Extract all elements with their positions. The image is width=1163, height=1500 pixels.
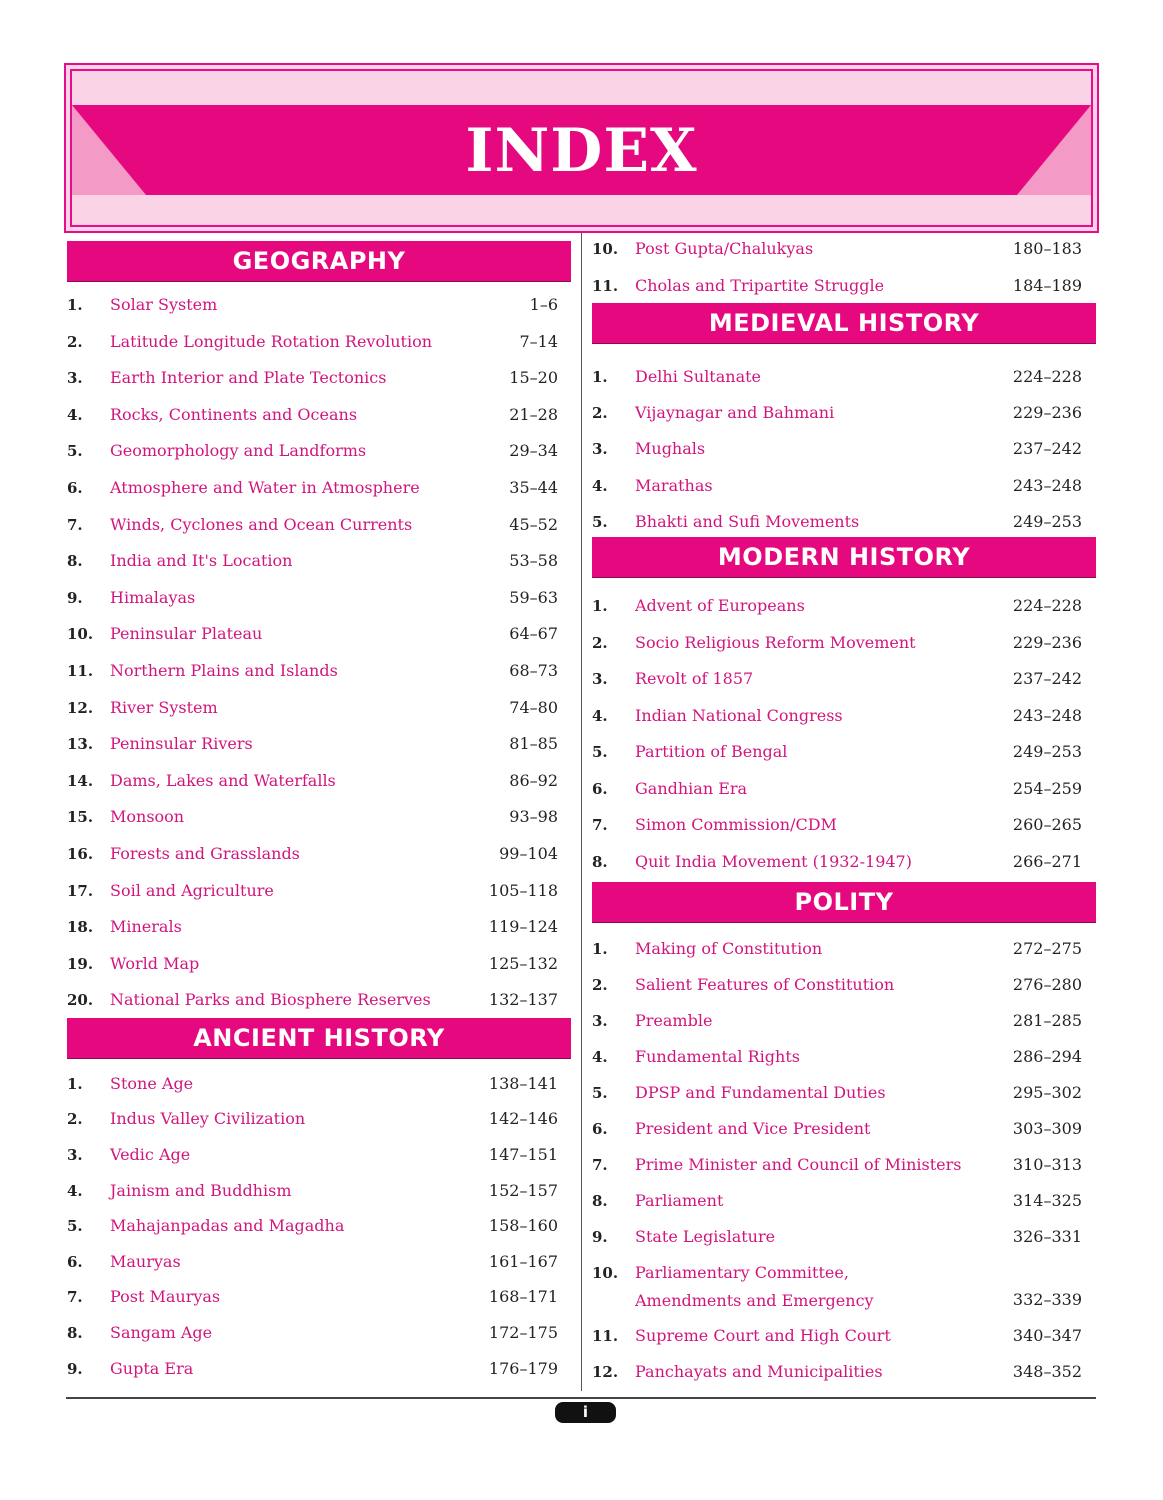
list-item[interactable] <box>592 366 1096 402</box>
item-title: World Map <box>110 953 200 973</box>
list-item[interactable] <box>67 1073 571 1109</box>
list-item[interactable] <box>592 1082 1096 1118</box>
section-heading-polity: POLITY <box>592 882 1096 923</box>
item-title: Winds, Cyclones and Ocean Currents <box>110 514 413 534</box>
list-item[interactable] <box>67 367 571 404</box>
item-number: 8. <box>67 1324 83 1343</box>
item-number: 11. <box>67 661 94 680</box>
item-number: 11. <box>592 276 619 295</box>
item-title: Supreme Court and High Court <box>635 1325 891 1345</box>
list-item[interactable] <box>67 1215 571 1251</box>
item-number: 4. <box>592 476 608 495</box>
item-title: Salient Features of Constitution <box>635 974 895 994</box>
item-pages: 249–253 <box>1012 742 1082 762</box>
section-heading-medieval-history: MEDIEVAL HISTORY <box>592 303 1096 344</box>
item-title: Peninsular Rivers <box>110 734 253 754</box>
item-title: Geomorphology and Landforms <box>110 441 367 461</box>
item-title: Rocks, Continents and Oceans <box>110 404 358 424</box>
list-item[interactable] <box>592 974 1096 1010</box>
list-item[interactable] <box>67 1108 571 1144</box>
item-number: 2. <box>592 633 608 652</box>
item-number: 6. <box>67 478 83 497</box>
item-title: Post Gupta/Chalukyas <box>635 239 814 258</box>
item-title: Mughals <box>635 439 706 459</box>
item-number: 4. <box>67 1181 83 1200</box>
item-number: 17. <box>67 881 94 900</box>
item-pages: 249–253 <box>1012 512 1082 532</box>
item-number: 6. <box>67 1252 83 1271</box>
item-title: Making of Constitution <box>635 938 823 958</box>
list-item[interactable] <box>592 595 1096 632</box>
list-item[interactable] <box>592 511 1096 537</box>
item-title: Mauryas <box>110 1251 181 1271</box>
item-pages: 180–183 <box>1012 239 1082 258</box>
item-number: 19. <box>67 954 94 973</box>
item-title: Delhi Sultanate <box>635 366 762 386</box>
page-number-badge: i <box>555 1402 616 1423</box>
list-item[interactable] <box>67 843 571 880</box>
list-item[interactable] <box>592 1361 1096 1397</box>
item-pages: 310–313 <box>1012 1154 1082 1174</box>
list-item[interactable] <box>67 770 571 807</box>
list-item[interactable] <box>592 778 1096 815</box>
item-pages: 64–67 <box>509 624 558 644</box>
list-item[interactable] <box>592 938 1096 974</box>
item-pages: 168–171 <box>488 1287 558 1307</box>
list-item[interactable] <box>67 1251 571 1287</box>
item-title: Dams, Lakes and Waterfalls <box>110 770 336 790</box>
item-pages: 59–63 <box>509 587 558 607</box>
item-pages: 29–34 <box>509 441 558 461</box>
list-item[interactable] <box>67 1358 571 1394</box>
item-title: Panchayats and Municipalities <box>635 1361 883 1381</box>
item-pages: 132–137 <box>488 990 558 1010</box>
item-pages: 74–80 <box>509 697 558 717</box>
list-item[interactable] <box>67 477 571 514</box>
item-title: Socio Religious Reform Movement <box>635 632 916 652</box>
item-pages: 243–248 <box>1012 475 1082 495</box>
item-pages: 158–160 <box>488 1216 558 1236</box>
list-item[interactable] <box>67 440 571 477</box>
item-pages: 68–73 <box>509 660 558 680</box>
item-pages: 184–189 <box>1012 275 1082 295</box>
item-title: Minerals <box>110 917 182 937</box>
item-number: 3. <box>67 1146 83 1165</box>
item-pages: 266–271 <box>1012 851 1082 871</box>
item-pages: 142–146 <box>488 1109 558 1129</box>
item-number: 15. <box>67 808 94 827</box>
item-title: Simon Commission/CDM <box>635 815 837 835</box>
item-pages: 237–242 <box>1012 439 1082 459</box>
item-title: Solar System <box>110 295 218 314</box>
item-number: 3. <box>592 440 608 459</box>
item-title: Gupta Era <box>110 1358 194 1378</box>
item-pages: 229–236 <box>1012 402 1082 422</box>
item-title: Himalayas <box>110 587 196 607</box>
item-title: Quit India Movement (1932-1947) <box>635 851 912 871</box>
list-item[interactable] <box>592 668 1096 705</box>
ancient-history-list-right <box>592 232 1096 303</box>
left-column <box>67 241 571 1393</box>
item-number: 14. <box>67 771 94 790</box>
item-number: 5. <box>592 743 608 762</box>
item-title: Vijaynagar and Bahmani <box>635 402 835 422</box>
item-title: Partition of Bengal <box>635 742 788 762</box>
list-item[interactable] <box>592 238 1096 275</box>
item-number: 7. <box>67 515 83 534</box>
item-title: India and It's Location <box>110 551 293 571</box>
banner-inner-frame <box>70 69 1093 227</box>
list-item[interactable] <box>67 916 571 953</box>
list-item[interactable] <box>67 953 571 990</box>
item-pages: 326–331 <box>1012 1226 1082 1246</box>
item-pages: 286–294 <box>1012 1046 1082 1066</box>
list-item[interactable] <box>67 514 571 551</box>
item-pages: 332–339 <box>1012 1289 1082 1309</box>
item-number: 10. <box>67 625 94 644</box>
item-pages: 93–98 <box>509 807 558 827</box>
list-item[interactable] <box>67 880 571 917</box>
list-item[interactable] <box>592 705 1096 742</box>
item-number: 2. <box>592 975 608 994</box>
item-pages: 254–259 <box>1012 778 1082 798</box>
item-number: 13. <box>67 735 94 754</box>
item-title: Advent of Europeans <box>635 596 805 616</box>
item-title: President and Vice President <box>635 1118 871 1138</box>
list-item[interactable] <box>592 1262 1096 1325</box>
item-title: Marathas <box>635 475 713 495</box>
item-pages: 152–157 <box>488 1180 558 1200</box>
item-pages: 35–44 <box>509 477 558 497</box>
list-item[interactable] <box>67 294 571 331</box>
item-number: 4. <box>67 405 83 424</box>
item-pages: 53–58 <box>509 551 558 571</box>
item-pages: 172–175 <box>488 1323 558 1343</box>
item-title: Earth Interior and Plate Tectonics <box>110 368 387 388</box>
item-pages: 81–85 <box>509 734 558 754</box>
item-title: Prime Minister and Council of Ministers <box>635 1154 962 1174</box>
section-heading-ancient-history: ANCIENT HISTORY <box>67 1018 571 1059</box>
bottom-rule <box>66 1397 1096 1399</box>
list-item[interactable] <box>592 275 1096 303</box>
item-title: Preamble <box>635 1010 713 1030</box>
list-item[interactable] <box>592 1010 1096 1046</box>
item-number: 9. <box>592 1227 608 1246</box>
list-item[interactable] <box>67 550 571 587</box>
item-number: 16. <box>67 844 94 863</box>
item-pages: 99–104 <box>499 843 558 863</box>
item-number: 8. <box>592 1191 608 1210</box>
item-pages: 260–265 <box>1012 815 1082 835</box>
item-number: 1. <box>592 367 608 386</box>
item-number: 7. <box>67 1288 83 1307</box>
item-pages: 161–167 <box>488 1251 558 1271</box>
item-title: Revolt of 1857 <box>635 669 754 689</box>
item-title: DPSP and Fundamental Duties <box>635 1082 886 1102</box>
list-item[interactable] <box>592 438 1096 474</box>
item-pages: 7–14 <box>519 331 558 351</box>
item-title: Atmosphere and Water in Atmosphere <box>110 477 420 497</box>
item-title: Peninsular Plateau <box>110 624 263 644</box>
item-pages: 45–52 <box>509 514 558 534</box>
item-number: 12. <box>592 1362 619 1381</box>
item-pages: 224–228 <box>1012 366 1082 386</box>
item-title: Cholas and Tripartite Struggle <box>635 275 885 295</box>
item-pages: 224–228 <box>1012 596 1082 616</box>
index-banner <box>64 63 1099 233</box>
item-pages: 119–124 <box>488 917 558 937</box>
list-item[interactable] <box>67 733 571 770</box>
item-number: 8. <box>67 552 83 571</box>
item-number: 1. <box>67 1074 83 1093</box>
list-item[interactable] <box>592 1190 1096 1226</box>
item-number: 9. <box>67 1359 83 1378</box>
list-item[interactable] <box>592 1118 1096 1154</box>
list-item[interactable] <box>592 741 1096 778</box>
right-column <box>592 232 1096 1397</box>
item-number: 5. <box>592 513 608 532</box>
item-number: 6. <box>592 1119 608 1138</box>
item-number: 6. <box>592 779 608 798</box>
item-number: 20. <box>67 991 94 1010</box>
polity-list <box>592 923 1096 1397</box>
item-title: Parliamentary Committee, Amendments and Emergency <box>635 1262 874 1310</box>
item-pages: 229–236 <box>1012 632 1082 652</box>
item-pages: 303–309 <box>1012 1118 1082 1138</box>
item-pages: 15–20 <box>509 368 558 388</box>
item-number: 5. <box>592 1083 608 1102</box>
item-pages: 340–347 <box>1012 1325 1082 1345</box>
list-item[interactable] <box>592 814 1096 851</box>
item-pages: 138–141 <box>488 1073 558 1093</box>
item-title: Latitude Longitude Rotation Revolution <box>110 331 433 351</box>
item-title: Fundamental Rights <box>635 1046 800 1066</box>
item-number: 7. <box>592 816 608 835</box>
item-title: Vedic Age <box>110 1145 191 1165</box>
item-number: 4. <box>592 706 608 725</box>
list-item[interactable] <box>592 1046 1096 1082</box>
item-number: 1. <box>592 597 608 616</box>
list-item[interactable] <box>592 475 1096 511</box>
item-number: 7. <box>592 1155 608 1174</box>
medieval-history-list <box>592 344 1096 538</box>
item-title: Monsoon <box>110 807 185 827</box>
item-title: National Parks and Biosphere Reserves <box>110 990 431 1010</box>
item-number: 2. <box>592 403 608 422</box>
item-pages: 147–151 <box>488 1145 558 1165</box>
item-title: Indian National Congress <box>635 705 843 725</box>
list-item[interactable] <box>67 660 571 697</box>
item-number: 5. <box>67 1217 83 1236</box>
item-pages: 243–248 <box>1012 705 1082 725</box>
list-item[interactable] <box>67 697 571 734</box>
item-number: 18. <box>67 918 94 937</box>
item-title: Northern Plains and Islands <box>110 660 338 680</box>
item-pages: 276–280 <box>1012 974 1082 994</box>
list-item[interactable] <box>67 806 571 843</box>
item-title: Gandhian Era <box>635 778 748 798</box>
item-pages: 237–242 <box>1012 669 1082 689</box>
item-pages: 314–325 <box>1012 1190 1082 1210</box>
list-item[interactable] <box>592 632 1096 669</box>
item-title: Stone Age <box>110 1073 194 1093</box>
item-number: 2. <box>67 1110 83 1129</box>
item-number: 12. <box>67 698 94 717</box>
item-number: 4. <box>592 1047 608 1066</box>
item-number: 1. <box>592 939 608 958</box>
item-number: 2. <box>67 332 83 351</box>
item-title: Soil and Agriculture <box>110 880 274 900</box>
section-heading-geography: GEOGRAPHY <box>67 241 571 282</box>
item-pages: 295–302 <box>1012 1082 1082 1102</box>
column-divider <box>581 233 582 1391</box>
item-title: Bhakti and Sufi Movements <box>635 512 860 532</box>
ancient-history-list-left <box>67 1059 571 1393</box>
item-number: 9. <box>67 588 83 607</box>
item-pages: 21–28 <box>509 404 558 424</box>
item-title: Jainism and Buddhism <box>110 1180 292 1200</box>
item-pages: 125–132 <box>488 953 558 973</box>
list-item[interactable] <box>592 1325 1096 1361</box>
page-title: INDEX <box>465 116 698 186</box>
section-heading-modern-history: MODERN HISTORY <box>592 537 1096 578</box>
list-item[interactable] <box>67 623 571 660</box>
list-item[interactable] <box>592 1226 1096 1262</box>
item-title: Forests and Grasslands <box>110 843 300 863</box>
item-number: 5. <box>67 442 83 461</box>
item-number: 3. <box>67 369 83 388</box>
list-item[interactable] <box>67 331 571 368</box>
item-title: Parliament <box>635 1190 724 1210</box>
list-item[interactable] <box>592 402 1096 438</box>
item-number: 10. <box>592 1263 619 1282</box>
item-title: Indus Valley Civilization <box>110 1109 306 1129</box>
geography-list <box>67 282 571 1026</box>
list-item[interactable] <box>67 587 571 624</box>
item-pages: 105–118 <box>488 880 558 900</box>
item-title: River System <box>110 697 218 717</box>
list-item[interactable] <box>67 1322 571 1358</box>
item-pages: 176–179 <box>488 1358 558 1378</box>
item-number: 10. <box>592 240 619 258</box>
item-number: 3. <box>592 1011 608 1030</box>
list-item[interactable] <box>67 989 571 1026</box>
item-title: Sangam Age <box>110 1323 213 1343</box>
item-pages: 272–275 <box>1012 938 1082 958</box>
item-number: 3. <box>592 670 608 689</box>
item-number: 1. <box>67 296 83 314</box>
item-title: State Legislature <box>635 1226 776 1246</box>
list-item[interactable] <box>67 1286 571 1322</box>
list-item[interactable] <box>67 1180 571 1216</box>
item-number: 11. <box>592 1326 619 1345</box>
list-item[interactable] <box>67 404 571 441</box>
list-item[interactable] <box>592 851 1096 882</box>
item-number: 8. <box>592 852 608 871</box>
item-pages: 86–92 <box>509 770 558 790</box>
list-item[interactable] <box>67 1144 571 1180</box>
item-title: Mahajanpadas and Magadha <box>110 1216 345 1236</box>
modern-history-list <box>592 578 1096 882</box>
item-pages: 1–6 <box>529 295 558 314</box>
item-pages: 348–352 <box>1012 1361 1082 1381</box>
list-item[interactable] <box>592 1154 1096 1190</box>
item-title: Post Mauryas <box>110 1287 221 1307</box>
item-pages: 281–285 <box>1012 1010 1082 1030</box>
